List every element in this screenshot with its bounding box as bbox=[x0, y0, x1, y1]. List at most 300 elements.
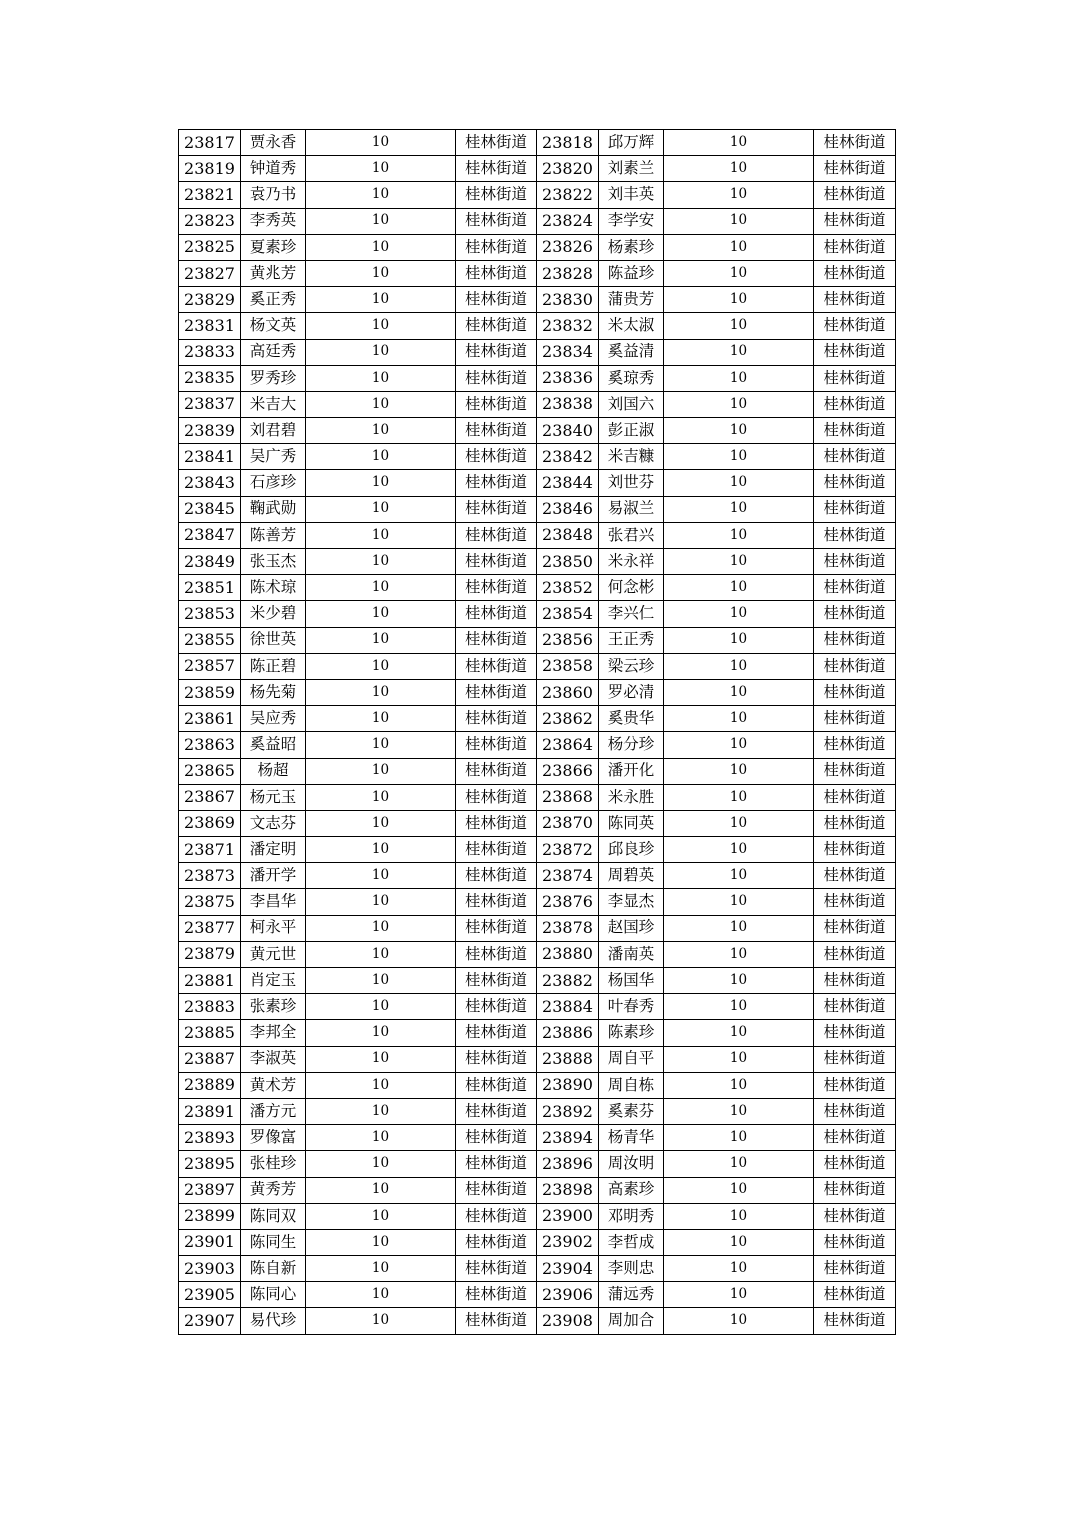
name-cell: 刘国六 bbox=[599, 391, 664, 417]
street-cell: 桂林街道 bbox=[814, 941, 896, 967]
record-number-cell: 23850 bbox=[537, 549, 599, 575]
record-number-cell: 23848 bbox=[537, 522, 599, 548]
table-row bbox=[179, 418, 896, 444]
street-cell: 桂林街道 bbox=[814, 1282, 896, 1308]
record-number-cell: 23905 bbox=[179, 1282, 241, 1308]
record-number-cell: 23827 bbox=[179, 260, 241, 286]
name-cell: 易代珍 bbox=[241, 1308, 306, 1334]
street-cell: 桂林街道 bbox=[456, 968, 537, 994]
table-row bbox=[179, 522, 896, 548]
record-number-cell: 23870 bbox=[537, 810, 599, 836]
street-cell: 桂林街道 bbox=[456, 444, 537, 470]
record-number-cell: 23833 bbox=[179, 339, 241, 365]
table-row bbox=[179, 1046, 896, 1072]
street-cell: 桂林街道 bbox=[456, 994, 537, 1020]
street-cell: 桂林街道 bbox=[814, 470, 896, 496]
amount-cell: 10 bbox=[306, 810, 456, 836]
street-cell: 桂林街道 bbox=[814, 784, 896, 810]
amount-cell: 10 bbox=[306, 444, 456, 470]
table-row bbox=[179, 1098, 896, 1124]
street-cell: 桂林街道 bbox=[456, 496, 537, 522]
name-cell: 李则忠 bbox=[599, 1256, 664, 1282]
amount-cell: 10 bbox=[306, 968, 456, 994]
record-number-cell: 23869 bbox=[179, 810, 241, 836]
name-cell: 黄秀芳 bbox=[241, 1177, 306, 1203]
record-number-cell: 23854 bbox=[537, 601, 599, 627]
street-cell: 桂林街道 bbox=[814, 365, 896, 391]
amount-cell: 10 bbox=[664, 1256, 814, 1282]
street-cell: 桂林街道 bbox=[814, 679, 896, 705]
name-cell: 潘开学 bbox=[241, 863, 306, 889]
name-cell: 米太淑 bbox=[599, 313, 664, 339]
record-number-cell: 23857 bbox=[179, 653, 241, 679]
amount-cell: 10 bbox=[664, 941, 814, 967]
street-cell: 桂林街道 bbox=[456, 732, 537, 758]
street-cell: 桂林街道 bbox=[456, 1229, 537, 1255]
name-cell: 米吉糠 bbox=[599, 444, 664, 470]
name-cell: 杨超 bbox=[241, 758, 306, 784]
record-number-cell: 23839 bbox=[179, 418, 241, 444]
record-number-cell: 23828 bbox=[537, 260, 599, 286]
name-cell: 蒲贵芳 bbox=[599, 287, 664, 313]
record-number-cell: 23901 bbox=[179, 1229, 241, 1255]
amount-cell: 10 bbox=[306, 679, 456, 705]
record-number-cell: 23820 bbox=[537, 156, 599, 182]
amount-cell: 10 bbox=[664, 863, 814, 889]
name-cell: 潘开化 bbox=[599, 758, 664, 784]
name-cell: 陈术琼 bbox=[241, 575, 306, 601]
amount-cell: 10 bbox=[306, 1203, 456, 1229]
record-number-cell: 23835 bbox=[179, 365, 241, 391]
street-cell: 桂林街道 bbox=[456, 522, 537, 548]
table-row bbox=[179, 679, 896, 705]
record-number-cell: 23877 bbox=[179, 915, 241, 941]
amount-cell: 10 bbox=[306, 863, 456, 889]
amount-cell: 10 bbox=[664, 339, 814, 365]
amount-cell: 10 bbox=[306, 915, 456, 941]
street-cell: 桂林街道 bbox=[456, 889, 537, 915]
name-cell: 杨分珍 bbox=[599, 732, 664, 758]
table-row bbox=[179, 810, 896, 836]
record-number-cell: 23895 bbox=[179, 1151, 241, 1177]
amount-cell: 10 bbox=[664, 444, 814, 470]
name-cell: 高廷秀 bbox=[241, 339, 306, 365]
name-cell: 陈素珍 bbox=[599, 1020, 664, 1046]
street-cell: 桂林街道 bbox=[456, 156, 537, 182]
name-cell: 李学安 bbox=[599, 208, 664, 234]
street-cell: 桂林街道 bbox=[456, 1098, 537, 1124]
amount-cell: 10 bbox=[664, 1203, 814, 1229]
amount-cell: 10 bbox=[306, 1282, 456, 1308]
street-cell: 桂林街道 bbox=[456, 549, 537, 575]
record-number-cell: 23882 bbox=[537, 968, 599, 994]
record-number-cell: 23889 bbox=[179, 1072, 241, 1098]
table-row bbox=[179, 208, 896, 234]
record-number-cell: 23887 bbox=[179, 1046, 241, 1072]
record-number-cell: 23846 bbox=[537, 496, 599, 522]
amount-cell: 10 bbox=[664, 365, 814, 391]
amount-cell: 10 bbox=[664, 706, 814, 732]
amount-cell: 10 bbox=[664, 1072, 814, 1098]
amount-cell: 10 bbox=[306, 287, 456, 313]
street-cell: 桂林街道 bbox=[814, 391, 896, 417]
amount-cell: 10 bbox=[306, 1020, 456, 1046]
record-number-cell: 23906 bbox=[537, 1282, 599, 1308]
street-cell: 桂林街道 bbox=[456, 365, 537, 391]
record-number-cell: 23868 bbox=[537, 784, 599, 810]
amount-cell: 10 bbox=[664, 679, 814, 705]
name-cell: 邱万辉 bbox=[599, 130, 664, 156]
street-cell: 桂林街道 bbox=[456, 182, 537, 208]
record-number-cell: 23864 bbox=[537, 732, 599, 758]
street-cell: 桂林街道 bbox=[456, 234, 537, 260]
street-cell: 桂林街道 bbox=[814, 208, 896, 234]
amount-cell: 10 bbox=[306, 260, 456, 286]
amount-cell: 10 bbox=[664, 549, 814, 575]
name-cell: 李秀英 bbox=[241, 208, 306, 234]
name-cell: 奚正秀 bbox=[241, 287, 306, 313]
name-cell: 陈正碧 bbox=[241, 653, 306, 679]
table-row bbox=[179, 968, 896, 994]
amount-cell: 10 bbox=[664, 313, 814, 339]
street-cell: 桂林街道 bbox=[814, 653, 896, 679]
name-cell: 米永祥 bbox=[599, 549, 664, 575]
name-cell: 刘君碧 bbox=[241, 418, 306, 444]
street-cell: 桂林街道 bbox=[814, 810, 896, 836]
amount-cell: 10 bbox=[664, 130, 814, 156]
amount-cell: 10 bbox=[306, 1072, 456, 1098]
table-row bbox=[179, 391, 896, 417]
name-cell: 叶春秀 bbox=[599, 994, 664, 1020]
street-cell: 桂林街道 bbox=[456, 1072, 537, 1098]
name-cell: 鞠武勋 bbox=[241, 496, 306, 522]
amount-cell: 10 bbox=[306, 732, 456, 758]
record-number-cell: 23832 bbox=[537, 313, 599, 339]
street-cell: 桂林街道 bbox=[814, 182, 896, 208]
table-row bbox=[179, 156, 896, 182]
table-row bbox=[179, 889, 896, 915]
table-row bbox=[179, 313, 896, 339]
amount-cell: 10 bbox=[306, 1229, 456, 1255]
amount-cell: 10 bbox=[664, 1308, 814, 1334]
record-number-cell: 23903 bbox=[179, 1256, 241, 1282]
street-cell: 桂林街道 bbox=[814, 1125, 896, 1151]
table-row bbox=[179, 575, 896, 601]
name-cell: 潘定明 bbox=[241, 837, 306, 863]
amount-cell: 10 bbox=[306, 758, 456, 784]
record-number-cell: 23899 bbox=[179, 1203, 241, 1229]
name-cell: 陈同英 bbox=[599, 810, 664, 836]
name-cell: 罗必清 bbox=[599, 679, 664, 705]
name-cell: 何念彬 bbox=[599, 575, 664, 601]
name-cell: 李兴仁 bbox=[599, 601, 664, 627]
amount-cell: 10 bbox=[664, 418, 814, 444]
name-cell: 米吉大 bbox=[241, 391, 306, 417]
street-cell: 桂林街道 bbox=[814, 1098, 896, 1124]
name-cell: 邱良珍 bbox=[599, 837, 664, 863]
table-row bbox=[179, 365, 896, 391]
street-cell: 桂林街道 bbox=[814, 156, 896, 182]
roster-table-body bbox=[179, 130, 896, 1335]
record-number-cell: 23885 bbox=[179, 1020, 241, 1046]
name-cell: 高素珍 bbox=[599, 1177, 664, 1203]
street-cell: 桂林街道 bbox=[814, 1151, 896, 1177]
street-cell: 桂林街道 bbox=[456, 130, 537, 156]
amount-cell: 10 bbox=[306, 156, 456, 182]
street-cell: 桂林街道 bbox=[456, 260, 537, 286]
table-row bbox=[179, 260, 896, 286]
amount-cell: 10 bbox=[306, 496, 456, 522]
record-number-cell: 23883 bbox=[179, 994, 241, 1020]
street-cell: 桂林街道 bbox=[456, 1046, 537, 1072]
name-cell: 袁乃书 bbox=[241, 182, 306, 208]
amount-cell: 10 bbox=[306, 837, 456, 863]
street-cell: 桂林街道 bbox=[456, 627, 537, 653]
street-cell: 桂林街道 bbox=[814, 1046, 896, 1072]
name-cell: 梁云珍 bbox=[599, 653, 664, 679]
record-number-cell: 23821 bbox=[179, 182, 241, 208]
amount-cell: 10 bbox=[306, 1098, 456, 1124]
amount-cell: 10 bbox=[306, 313, 456, 339]
name-cell: 奚益昭 bbox=[241, 732, 306, 758]
table-row bbox=[179, 1151, 896, 1177]
record-number-cell: 23824 bbox=[537, 208, 599, 234]
table-row bbox=[179, 758, 896, 784]
record-number-cell: 23847 bbox=[179, 522, 241, 548]
table-row bbox=[179, 339, 896, 365]
amount-cell: 10 bbox=[664, 156, 814, 182]
table-row bbox=[179, 549, 896, 575]
table-row bbox=[179, 1020, 896, 1046]
amount-cell: 10 bbox=[664, 1282, 814, 1308]
amount-cell: 10 bbox=[664, 1177, 814, 1203]
record-number-cell: 23872 bbox=[537, 837, 599, 863]
street-cell: 桂林街道 bbox=[814, 260, 896, 286]
amount-cell: 10 bbox=[664, 470, 814, 496]
street-cell: 桂林街道 bbox=[456, 941, 537, 967]
amount-cell: 10 bbox=[664, 208, 814, 234]
amount-cell: 10 bbox=[306, 1151, 456, 1177]
name-cell: 赵国珍 bbox=[599, 915, 664, 941]
street-cell: 桂林街道 bbox=[814, 313, 896, 339]
record-number-cell: 23818 bbox=[537, 130, 599, 156]
street-cell: 桂林街道 bbox=[814, 496, 896, 522]
table-row bbox=[179, 1308, 896, 1334]
amount-cell: 10 bbox=[664, 994, 814, 1020]
name-cell: 周碧英 bbox=[599, 863, 664, 889]
street-cell: 桂林街道 bbox=[456, 706, 537, 732]
name-cell: 李昌华 bbox=[241, 889, 306, 915]
record-number-cell: 23851 bbox=[179, 575, 241, 601]
name-cell: 奚益清 bbox=[599, 339, 664, 365]
street-cell: 桂林街道 bbox=[814, 130, 896, 156]
name-cell: 张玉杰 bbox=[241, 549, 306, 575]
record-number-cell: 23867 bbox=[179, 784, 241, 810]
amount-cell: 10 bbox=[306, 208, 456, 234]
record-number-cell: 23893 bbox=[179, 1125, 241, 1151]
name-cell: 黄兆芳 bbox=[241, 260, 306, 286]
record-number-cell: 23879 bbox=[179, 941, 241, 967]
amount-cell: 10 bbox=[664, 915, 814, 941]
street-cell: 桂林街道 bbox=[456, 287, 537, 313]
record-number-cell: 23878 bbox=[537, 915, 599, 941]
amount-cell: 10 bbox=[306, 365, 456, 391]
amount-cell: 10 bbox=[306, 182, 456, 208]
record-number-cell: 23831 bbox=[179, 313, 241, 339]
name-cell: 黄元世 bbox=[241, 941, 306, 967]
name-cell: 陈同生 bbox=[241, 1229, 306, 1255]
street-cell: 桂林街道 bbox=[814, 706, 896, 732]
street-cell: 桂林街道 bbox=[814, 994, 896, 1020]
record-number-cell: 23834 bbox=[537, 339, 599, 365]
record-number-cell: 23896 bbox=[537, 1151, 599, 1177]
street-cell: 桂林街道 bbox=[456, 339, 537, 365]
record-number-cell: 23841 bbox=[179, 444, 241, 470]
amount-cell: 10 bbox=[306, 941, 456, 967]
name-cell: 周加合 bbox=[599, 1308, 664, 1334]
record-number-cell: 23853 bbox=[179, 601, 241, 627]
amount-cell: 10 bbox=[664, 1229, 814, 1255]
name-cell: 易淑兰 bbox=[599, 496, 664, 522]
name-cell: 杨素珍 bbox=[599, 234, 664, 260]
name-cell: 陈自新 bbox=[241, 1256, 306, 1282]
name-cell: 奚琼秀 bbox=[599, 365, 664, 391]
table-row bbox=[179, 837, 896, 863]
street-cell: 桂林街道 bbox=[814, 1177, 896, 1203]
street-cell: 桂林街道 bbox=[814, 444, 896, 470]
amount-cell: 10 bbox=[306, 1177, 456, 1203]
table-row bbox=[179, 994, 896, 1020]
table-row bbox=[179, 496, 896, 522]
name-cell: 吴应秀 bbox=[241, 706, 306, 732]
record-number-cell: 23888 bbox=[537, 1046, 599, 1072]
amount-cell: 10 bbox=[664, 784, 814, 810]
name-cell: 钟道秀 bbox=[241, 156, 306, 182]
record-number-cell: 23856 bbox=[537, 627, 599, 653]
amount-cell: 10 bbox=[664, 522, 814, 548]
amount-cell: 10 bbox=[306, 994, 456, 1020]
name-cell: 刘丰英 bbox=[599, 182, 664, 208]
table-row bbox=[179, 1229, 896, 1255]
name-cell: 杨元玉 bbox=[241, 784, 306, 810]
street-cell: 桂林街道 bbox=[456, 391, 537, 417]
amount-cell: 10 bbox=[306, 1308, 456, 1334]
amount-cell: 10 bbox=[664, 287, 814, 313]
name-cell: 陈同心 bbox=[241, 1282, 306, 1308]
record-number-cell: 23894 bbox=[537, 1125, 599, 1151]
table-row bbox=[179, 915, 896, 941]
name-cell: 石彦珍 bbox=[241, 470, 306, 496]
street-cell: 桂林街道 bbox=[814, 758, 896, 784]
name-cell: 李淑英 bbox=[241, 1046, 306, 1072]
table-row bbox=[179, 234, 896, 260]
record-number-cell: 23902 bbox=[537, 1229, 599, 1255]
record-number-cell: 23873 bbox=[179, 863, 241, 889]
amount-cell: 10 bbox=[664, 732, 814, 758]
name-cell: 柯永平 bbox=[241, 915, 306, 941]
table-row bbox=[179, 732, 896, 758]
amount-cell: 10 bbox=[306, 470, 456, 496]
name-cell: 杨文英 bbox=[241, 313, 306, 339]
street-cell: 桂林街道 bbox=[814, 915, 896, 941]
record-number-cell: 23891 bbox=[179, 1098, 241, 1124]
record-number-cell: 23830 bbox=[537, 287, 599, 313]
street-cell: 桂林街道 bbox=[456, 1308, 537, 1334]
street-cell: 桂林街道 bbox=[814, 1229, 896, 1255]
name-cell: 李邦全 bbox=[241, 1020, 306, 1046]
table-row bbox=[179, 1256, 896, 1282]
street-cell: 桂林街道 bbox=[456, 758, 537, 784]
street-cell: 桂林街道 bbox=[456, 470, 537, 496]
amount-cell: 10 bbox=[664, 653, 814, 679]
name-cell: 罗秀珍 bbox=[241, 365, 306, 391]
street-cell: 桂林街道 bbox=[456, 915, 537, 941]
street-cell: 桂林街道 bbox=[456, 1020, 537, 1046]
name-cell: 潘南英 bbox=[599, 941, 664, 967]
amount-cell: 10 bbox=[664, 1151, 814, 1177]
name-cell: 杨青华 bbox=[599, 1125, 664, 1151]
record-number-cell: 23858 bbox=[537, 653, 599, 679]
table-row bbox=[179, 601, 896, 627]
street-cell: 桂林街道 bbox=[814, 549, 896, 575]
amount-cell: 10 bbox=[306, 549, 456, 575]
record-number-cell: 23840 bbox=[537, 418, 599, 444]
record-number-cell: 23897 bbox=[179, 1177, 241, 1203]
amount-cell: 10 bbox=[664, 1020, 814, 1046]
street-cell: 桂林街道 bbox=[814, 837, 896, 863]
name-cell: 文志芬 bbox=[241, 810, 306, 836]
amount-cell: 10 bbox=[306, 889, 456, 915]
name-cell: 徐世英 bbox=[241, 627, 306, 653]
table-row bbox=[179, 182, 896, 208]
table-row bbox=[179, 627, 896, 653]
record-number-cell: 23863 bbox=[179, 732, 241, 758]
amount-cell: 10 bbox=[306, 418, 456, 444]
record-number-cell: 23859 bbox=[179, 679, 241, 705]
street-cell: 桂林街道 bbox=[814, 601, 896, 627]
street-cell: 桂林街道 bbox=[814, 418, 896, 444]
name-cell: 周汝明 bbox=[599, 1151, 664, 1177]
record-number-cell: 23822 bbox=[537, 182, 599, 208]
record-number-cell: 23860 bbox=[537, 679, 599, 705]
record-number-cell: 23817 bbox=[179, 130, 241, 156]
amount-cell: 10 bbox=[664, 758, 814, 784]
street-cell: 桂林街道 bbox=[814, 968, 896, 994]
street-cell: 桂林街道 bbox=[456, 1203, 537, 1229]
record-number-cell: 23842 bbox=[537, 444, 599, 470]
record-number-cell: 23843 bbox=[179, 470, 241, 496]
record-number-cell: 23884 bbox=[537, 994, 599, 1020]
amount-cell: 10 bbox=[306, 575, 456, 601]
street-cell: 桂林街道 bbox=[456, 810, 537, 836]
amount-cell: 10 bbox=[306, 601, 456, 627]
table-row bbox=[179, 784, 896, 810]
table-row bbox=[179, 653, 896, 679]
street-cell: 桂林街道 bbox=[456, 679, 537, 705]
table-row bbox=[179, 287, 896, 313]
street-cell: 桂林街道 bbox=[814, 522, 896, 548]
record-number-cell: 23826 bbox=[537, 234, 599, 260]
amount-cell: 10 bbox=[306, 339, 456, 365]
table-row bbox=[179, 863, 896, 889]
amount-cell: 10 bbox=[306, 653, 456, 679]
amount-cell: 10 bbox=[664, 260, 814, 286]
street-cell: 桂林街道 bbox=[814, 1072, 896, 1098]
name-cell: 李哲成 bbox=[599, 1229, 664, 1255]
name-cell: 奚贵华 bbox=[599, 706, 664, 732]
record-number-cell: 23862 bbox=[537, 706, 599, 732]
street-cell: 桂林街道 bbox=[456, 1177, 537, 1203]
